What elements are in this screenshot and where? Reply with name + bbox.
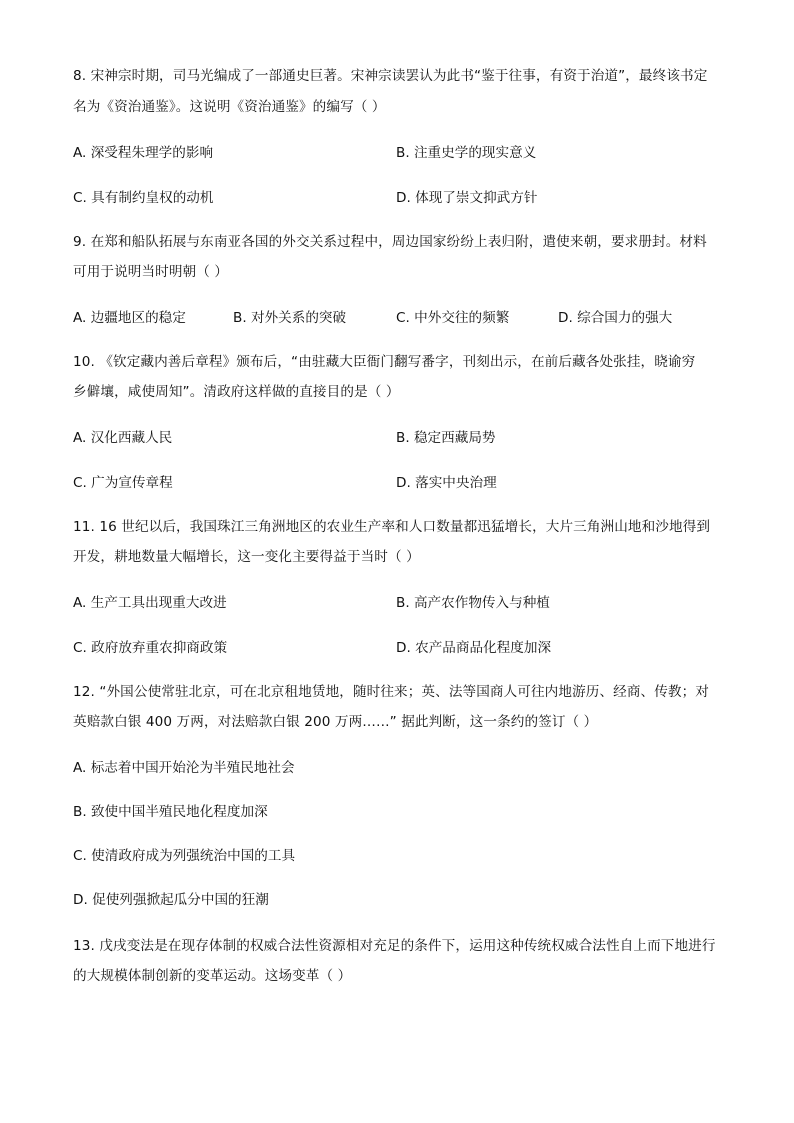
q12-option-a[interactable]: A. 标志着中国开始沦为半殖民地社会	[73, 760, 295, 776]
q9-stem-line-2: 可用于说明当时明朝（ ）	[73, 264, 229, 280]
q10-option-a[interactable]: A. 汉化西藏人民	[73, 430, 173, 446]
q10-option-b[interactable]: B. 稳定西藏局势	[396, 430, 496, 446]
q10-option-d[interactable]: D. 落实中央治理	[396, 475, 497, 491]
q9-option-c[interactable]: C. 中外交往的频繁	[396, 310, 510, 326]
q9-stem-line-1: 9. 在郑和船队拓展与东南亚各国的外交关系过程中，周边国家纷纷上表归附，遣使来朝，要求册封。材料	[73, 234, 707, 250]
q11-option-d[interactable]: D. 农产品商品化程度加深	[396, 640, 552, 656]
q9-option-d[interactable]: D. 综合国力的强大	[558, 310, 673, 326]
q8-option-b[interactable]: B. 注重史学的现实意义	[396, 145, 537, 161]
q9-option-b[interactable]: B. 对外关系的突破	[233, 310, 347, 326]
q11-option-c[interactable]: C. 政府放弃重农抑商政策	[73, 640, 228, 656]
q13-stem-line-2: 的大规模体制创新的变革运动。这场变革（ ）	[73, 968, 352, 984]
q8-stem-line-2: 名为《资治通鉴》。这说明《资治通鉴》的编写（ ）	[73, 99, 386, 115]
q8-stem-line-1: 8. 宋神宗时期，司马光编成了一部通史巨著。宋神宗读罢认为此书“鉴于往事，有资于治道”，最终该书定	[73, 68, 708, 84]
q11-stem-line-1: 11. 16 世纪以后，我国珠江三角洲地区的农业生产率和人口数量都迅猛增长，大片三角洲山地和沙地得到	[73, 519, 711, 535]
q9-option-a[interactable]: A. 边疆地区的稳定	[73, 310, 186, 326]
q10-stem-line-1: 10. 《钦定藏内善后章程》颁布后，“由驻藏大臣衙门翻写番字，刊刻出示，在前后藏各处张挂，晓谕穷	[73, 354, 696, 370]
q10-stem-line-2: 乡僻壤，咸使周知”。清政府这样做的直接目的是（ ）	[73, 384, 400, 400]
q8-option-a[interactable]: A. 深受程朱理学的影响	[73, 145, 214, 161]
q11-stem-line-2: 开发，耕地数量大幅增长，这一变化主要得益于当时（ ）	[73, 549, 420, 565]
q12-stem-line-2: 英赔款白银 400 万两，对法赔款白银 200 万两……” 据此判断，这一条约的签订（ ）	[73, 714, 598, 730]
q12-option-d[interactable]: D. 促使列强掀起瓜分中国的狂潮	[73, 892, 269, 908]
q11-option-a[interactable]: A. 生产工具出现重大改进	[73, 595, 227, 611]
q8-option-c[interactable]: C. 具有制约皇权的动机	[73, 190, 214, 206]
q10-option-c[interactable]: C. 广为宣传章程	[73, 475, 173, 491]
q12-option-c[interactable]: C. 使清政府成为列强统治中国的工具	[73, 848, 296, 864]
q13-stem-line-1: 13. 戊戌变法是在现存体制的权威合法性资源相对充足的条件下，运用这种传统权威合法性自上而下地进行	[73, 938, 716, 954]
q11-option-b[interactable]: B. 高产农作物传入与种植	[396, 595, 550, 611]
q8-option-d[interactable]: D. 体现了崇文抑武方针	[396, 190, 538, 206]
q12-option-b[interactable]: B. 致使中国半殖民地化程度加深	[73, 804, 268, 820]
q12-stem-line-1: 12. “外国公使常驻北京，可在北京租地赁地，随时往来；英、法等国商人可往内地游历、经商、传教；对	[73, 684, 710, 700]
